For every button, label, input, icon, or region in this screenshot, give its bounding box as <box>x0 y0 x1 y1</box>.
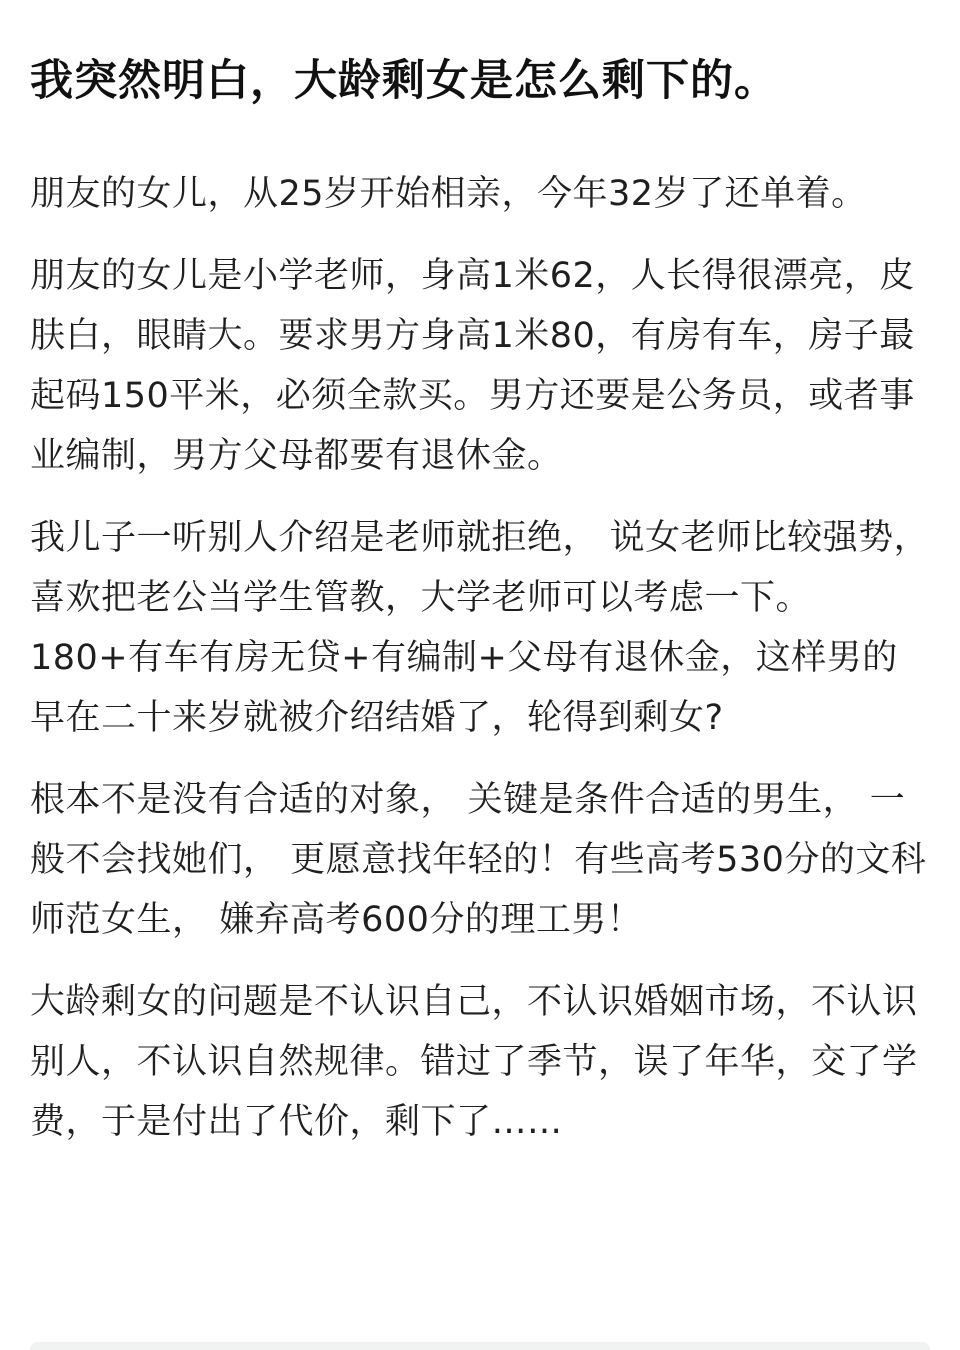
bottom-edge-bar <box>30 1342 930 1350</box>
article-paragraph-5: 大龄剩女的问题是不认识自己，不认识婚姻市场，不认识别人，不认识自然规律。错过了季节，误了年华，交了学费，于是付出了代价，剩下了…… <box>30 982 918 1142</box>
article <box>30 46 930 1174</box>
article-paragraph-2: 朋友的女儿是小学老师，身高1米62，人长得很漂亮，皮肤白，眼睛大。要求男方身高1米80，有房有车，房子最起码150平米，必须全款买。男方还要是公务员，或者事业编制，男方父母都要有退休金。 <box>30 256 915 476</box>
article-title: 我突然明白，大龄剩女是怎么剩下的。 <box>30 56 778 106</box>
article-paragraph-3: 我儿子一听别人介绍是老师就拒绝， 说女老师比较强势，喜欢把老公当学生管教，大学老师可以考虑一下。180+有车有房无贷+有编制+父母有退休金，这样男的早在二十来岁就被介绍结婚了，轮得到剩女? <box>30 518 930 738</box>
article-paragraph-4: 根本不是没有合适的对象， 关键是条件合适的男生， 一般不会找她们， 更愿意找年轻的！有些高考530分的文科师范女生， 嫌弃高考600分的理工男！ <box>30 780 927 940</box>
article-paragraph-1: 朋友的女儿，从25岁开始相亲，今年32岁了还单着。 <box>30 174 867 214</box>
